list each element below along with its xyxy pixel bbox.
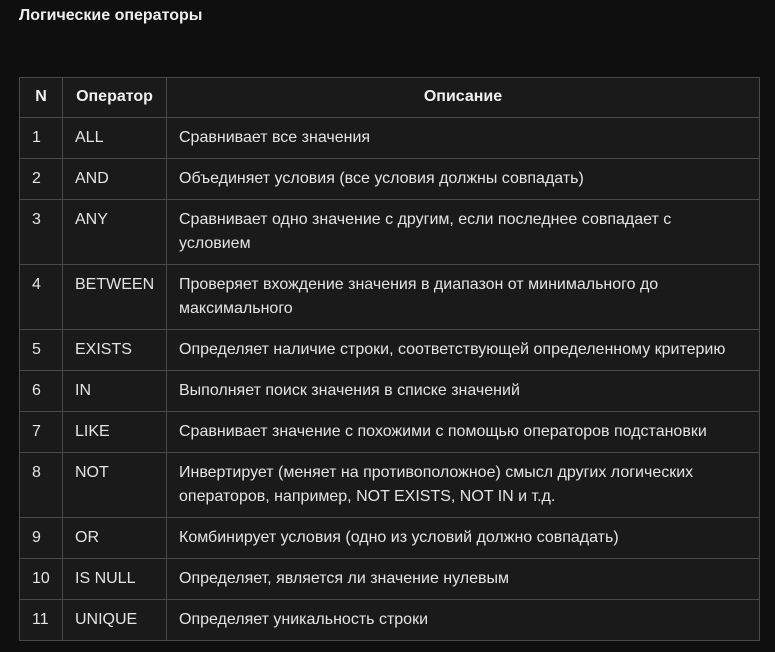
operators-table xyxy=(19,77,760,641)
operator-description: Сравнивает значение с похожими с помощью операторов подстановки xyxy=(167,412,760,453)
operator-description: Определяет, является ли значение нулевым xyxy=(167,559,760,600)
operator-name: AND xyxy=(63,159,167,200)
operator-name: ALL xyxy=(63,118,167,159)
operator-description: Комбинирует условия (одно из условий должно совпадать) xyxy=(167,518,760,559)
row-number: 9 xyxy=(20,518,63,559)
row-number: 3 xyxy=(20,200,63,265)
operator-description: Инвертирует (меняет на противоположное) смысл других логических операторов, например, NOT EXISTS, NOT IN и т.д. xyxy=(167,453,760,518)
row-number: 2 xyxy=(20,159,63,200)
operator-description: Сравнивает все значения xyxy=(167,118,760,159)
row-number: 7 xyxy=(20,412,63,453)
table-row xyxy=(20,518,760,559)
table-row xyxy=(20,159,760,200)
operator-description: Сравнивает одно значение с другим, если последнее совпадает с условием xyxy=(167,200,760,265)
operator-name: UNIQUE xyxy=(63,600,167,641)
page-title: Логические операторы xyxy=(19,7,203,24)
operator-name: IN xyxy=(63,371,167,412)
operator-description: Определяет уникальность строки xyxy=(167,600,760,641)
operator-name: NOT xyxy=(63,453,167,518)
row-number: 4 xyxy=(20,265,63,330)
operator-name: BETWEEN xyxy=(63,265,167,330)
operator-description: Объединяет условия (все условия должны совпадать) xyxy=(167,159,760,200)
column-header-description: Описание xyxy=(167,78,760,118)
row-number: 1 xyxy=(20,118,63,159)
table-row xyxy=(20,453,760,518)
table-row xyxy=(20,330,760,371)
row-number: 6 xyxy=(20,371,63,412)
table-row xyxy=(20,118,760,159)
column-header-n: N xyxy=(20,78,63,118)
row-number: 11 xyxy=(20,600,63,641)
row-number: 8 xyxy=(20,453,63,518)
operator-name: IS NULL xyxy=(63,559,167,600)
row-number: 10 xyxy=(20,559,63,600)
table-row xyxy=(20,200,760,265)
operator-name: ANY xyxy=(63,200,167,265)
operator-description: Определяет наличие строки, соответствующей определенному критерию xyxy=(167,330,760,371)
operator-name: EXISTS xyxy=(63,330,167,371)
table-row xyxy=(20,559,760,600)
table-row xyxy=(20,600,760,641)
operator-description: Проверяет вхождение значения в диапазон от минимального до максимального xyxy=(167,265,760,330)
row-number: 5 xyxy=(20,330,63,371)
table-row xyxy=(20,265,760,330)
table-header-row xyxy=(20,78,760,118)
operator-description: Выполняет поиск значения в списке значений xyxy=(167,371,760,412)
column-header-operator: Оператор xyxy=(63,78,167,118)
table-row xyxy=(20,371,760,412)
operator-name: LIKE xyxy=(63,412,167,453)
table-row xyxy=(20,412,760,453)
operator-name: OR xyxy=(63,518,167,559)
